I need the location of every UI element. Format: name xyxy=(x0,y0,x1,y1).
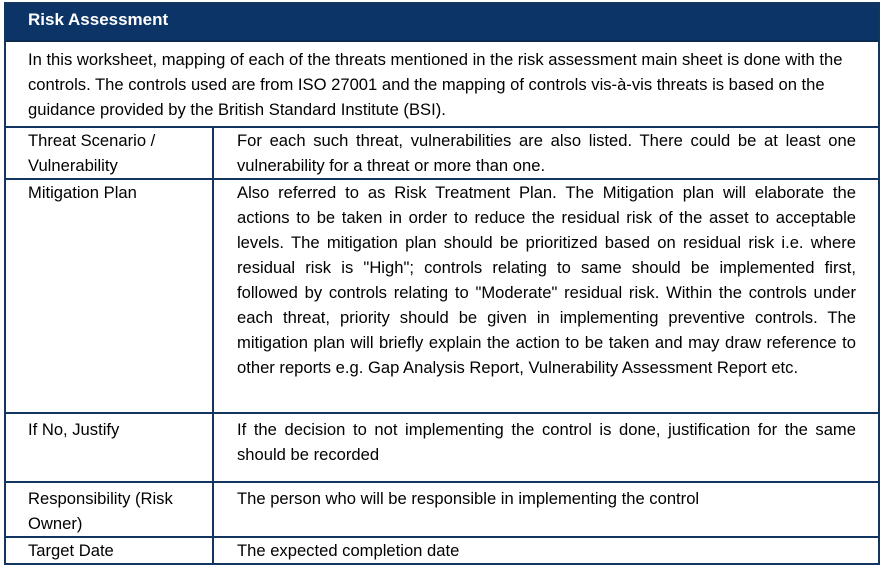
risk-assessment-sheet xyxy=(4,2,880,565)
row-label-if-no-justify: If No, Justify xyxy=(6,413,213,482)
row-label-target-date: Target Date xyxy=(6,537,213,563)
row-label-responsibility: Responsibility (Risk Owner) xyxy=(6,482,213,537)
row-description-target-date: The expected completion date xyxy=(237,541,460,560)
row-label-threat-scenario: Threat Scenario / Vulnerability xyxy=(6,128,213,179)
intro-paragraph: In this worksheet, mapping of each of the threats mentioned in the risk assessment main sheet is done with the controls. The controls used are from ISO 27001 and the mapping of controls vis-à-vis threats is based on the guidance provided by the British Standard Institute (BSI). xyxy=(6,42,878,128)
row-description-responsibility: The person who will be responsible in implementing the control xyxy=(213,482,878,537)
definitions-table xyxy=(6,128,878,563)
row-description-mitigation-plan: Also referred to as Risk Treatment Plan. The Mitigation plan will elaborate the actions to be taken in order to reduce the residual risk of the asset to acceptable levels. The mitigation plan should be prioritized based on residual risk i.e. where residual risk is "High"; controls relating to same should be implemented first, followed by controls relating to "Moderate" residual risk. Within the controls under each threat, priority should be given in implementing preventive controls. The mitigation plan will briefly explain the action to be taken and may draw reference to other reports e.g. Gap Analysis Report, Vulnerability Assessment Report etc. xyxy=(213,179,878,413)
table-row xyxy=(6,128,878,179)
table-row xyxy=(6,413,878,482)
row-description-threat-scenario: For each such threat, vulnerabilities are also listed. There could be at least one vulnerability for a threat or more than one. xyxy=(213,128,878,179)
table-row xyxy=(6,179,878,413)
table-row xyxy=(6,537,878,563)
sheet-title: Risk Assessment xyxy=(6,4,878,42)
table-row xyxy=(6,482,878,537)
row-label-mitigation-plan: Mitigation Plan xyxy=(6,179,213,413)
row-description-if-no-justify: If the decision to not implementing the control is done, justification for the same should be recorded xyxy=(213,413,878,482)
